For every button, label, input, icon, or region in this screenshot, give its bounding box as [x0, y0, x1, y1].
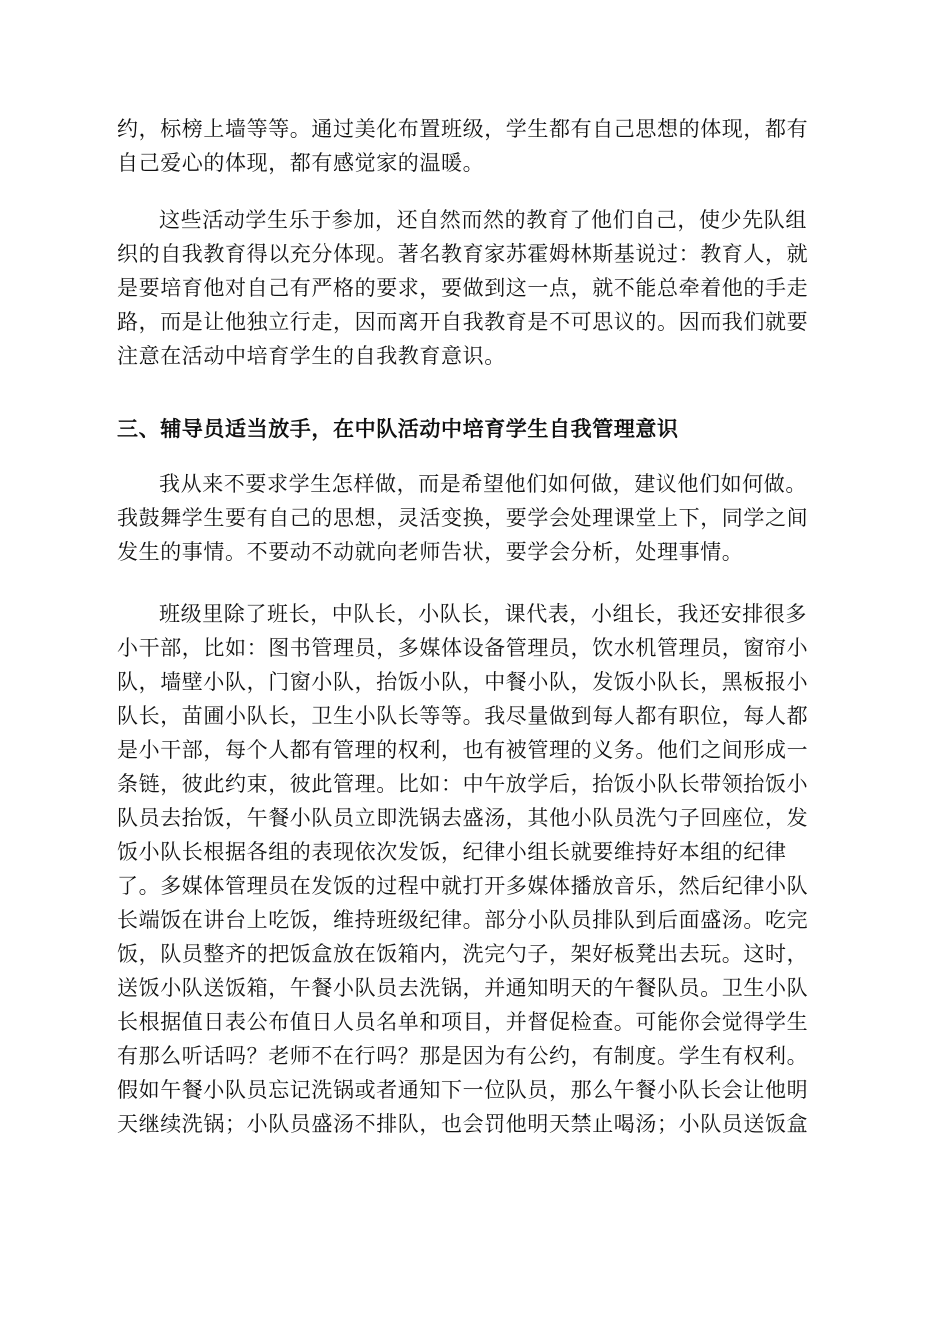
text-line: 自己爱心的体现，都有感觉家的温暖。: [117, 151, 485, 175]
text-line: 了。多媒体管理员在发饭的过程中就打开多媒体播放音乐，然后纪律小队: [117, 874, 809, 898]
text-line: 发生的事情。不要动不动就向老师告状，要学会分析，处理事情。: [117, 540, 744, 564]
paragraph-3: [117, 467, 832, 569]
text-line: 条链，彼此约束，彼此管理。比如：中午放学后，抬饭小队长带领抬饭小: [117, 772, 809, 796]
paragraph-1: [117, 112, 832, 180]
paragraph-2: [117, 203, 832, 373]
text-line: 饭，队员整齐的把饭盒放在饭箱内，洗完勺子，架好板凳出去玩。这时，: [117, 942, 809, 966]
text-line: 有那么听话吗？老师不在行吗？那是因为有公约，有制度。学生有权利。: [117, 1044, 809, 1068]
text-line: 班级里除了班长，中队长，小队长，课代表，小组长，我还安排很多: [159, 602, 807, 626]
text-line: 饭小队长根据各组的表现依次发饭，纪律小组长就要维持好本组的纪律: [117, 840, 787, 864]
section-heading: [117, 412, 832, 446]
text-line: 注意在活动中培育学生的自我教育意识。: [117, 344, 506, 368]
text-line: 假如午餐小队员忘记洗锅或者通知下一位队员，那么午餐小队长会让他明: [117, 1078, 809, 1102]
paragraph-4: [117, 597, 832, 1141]
text-line: 长根据值日表公布值日人员名单和项目，并督促检查。可能你会觉得学生: [117, 1010, 809, 1034]
text-line: 我从来不要求学生怎样做，而是希望他们如何做，建议他们如何做。: [159, 472, 807, 496]
text-line: 长端饭在讲台上吃饭，维持班级纪律。部分小队员排队到后面盛汤。吃完: [117, 908, 809, 932]
text-line: 天继续洗锅；小队员盛汤不排队，也会罚他明天禁止喝汤；小队员送饭盒: [117, 1112, 809, 1136]
text-line: 约，标榜上墙等等。通过美化布置班级，学生都有自己思想的体现，都有: [117, 117, 809, 141]
text-line: 是要培育他对自己有严格的要求，要做到这一点，就不能总牵着他的手走: [117, 276, 809, 300]
text-line: 这些活动学生乐于参加，还自然而然的教育了他们自己，使少先队组: [159, 208, 807, 232]
text-line: 队员去抬饭，午餐小队员立即洗锅去盛汤，其他小队员洗勺子回座位，发: [117, 806, 809, 830]
text-line: 小干部，比如：图书管理员，多媒体设备管理员，饮水机管理员，窗帘小: [117, 636, 809, 660]
text-line: 织的自我教育得以充分体现。著名教育家苏霍姆林斯基说过：教育人，就: [117, 242, 809, 266]
text-line: 路，而是让他独立行走，因而离开自我教育是不可思议的。因而我们就要: [117, 310, 809, 334]
text-line: 送饭小队送饭箱，午餐小队员去洗锅，并通知明天的午餐队员。卫生小队: [117, 976, 809, 1000]
text-line: 队，墙壁小队，门窗小队，抬饭小队，中餐小队，发饭小队长，黑板报小: [117, 670, 809, 694]
text-line: 队长，苗圃小队长，卫生小队长等等。我尽量做到每人都有职位，每人都: [117, 704, 809, 728]
text-line: 我鼓舞学生要有自己的思想，灵活变换，要学会处理课堂上下，同学之间: [117, 506, 809, 530]
text-line: 是小干部，每个人都有管理的权利，也有被管理的义务。他们之间形成一: [117, 738, 809, 762]
heading-text: 三、辅导员适当放手，在中队活动中培育学生自我管理意识: [117, 416, 679, 441]
